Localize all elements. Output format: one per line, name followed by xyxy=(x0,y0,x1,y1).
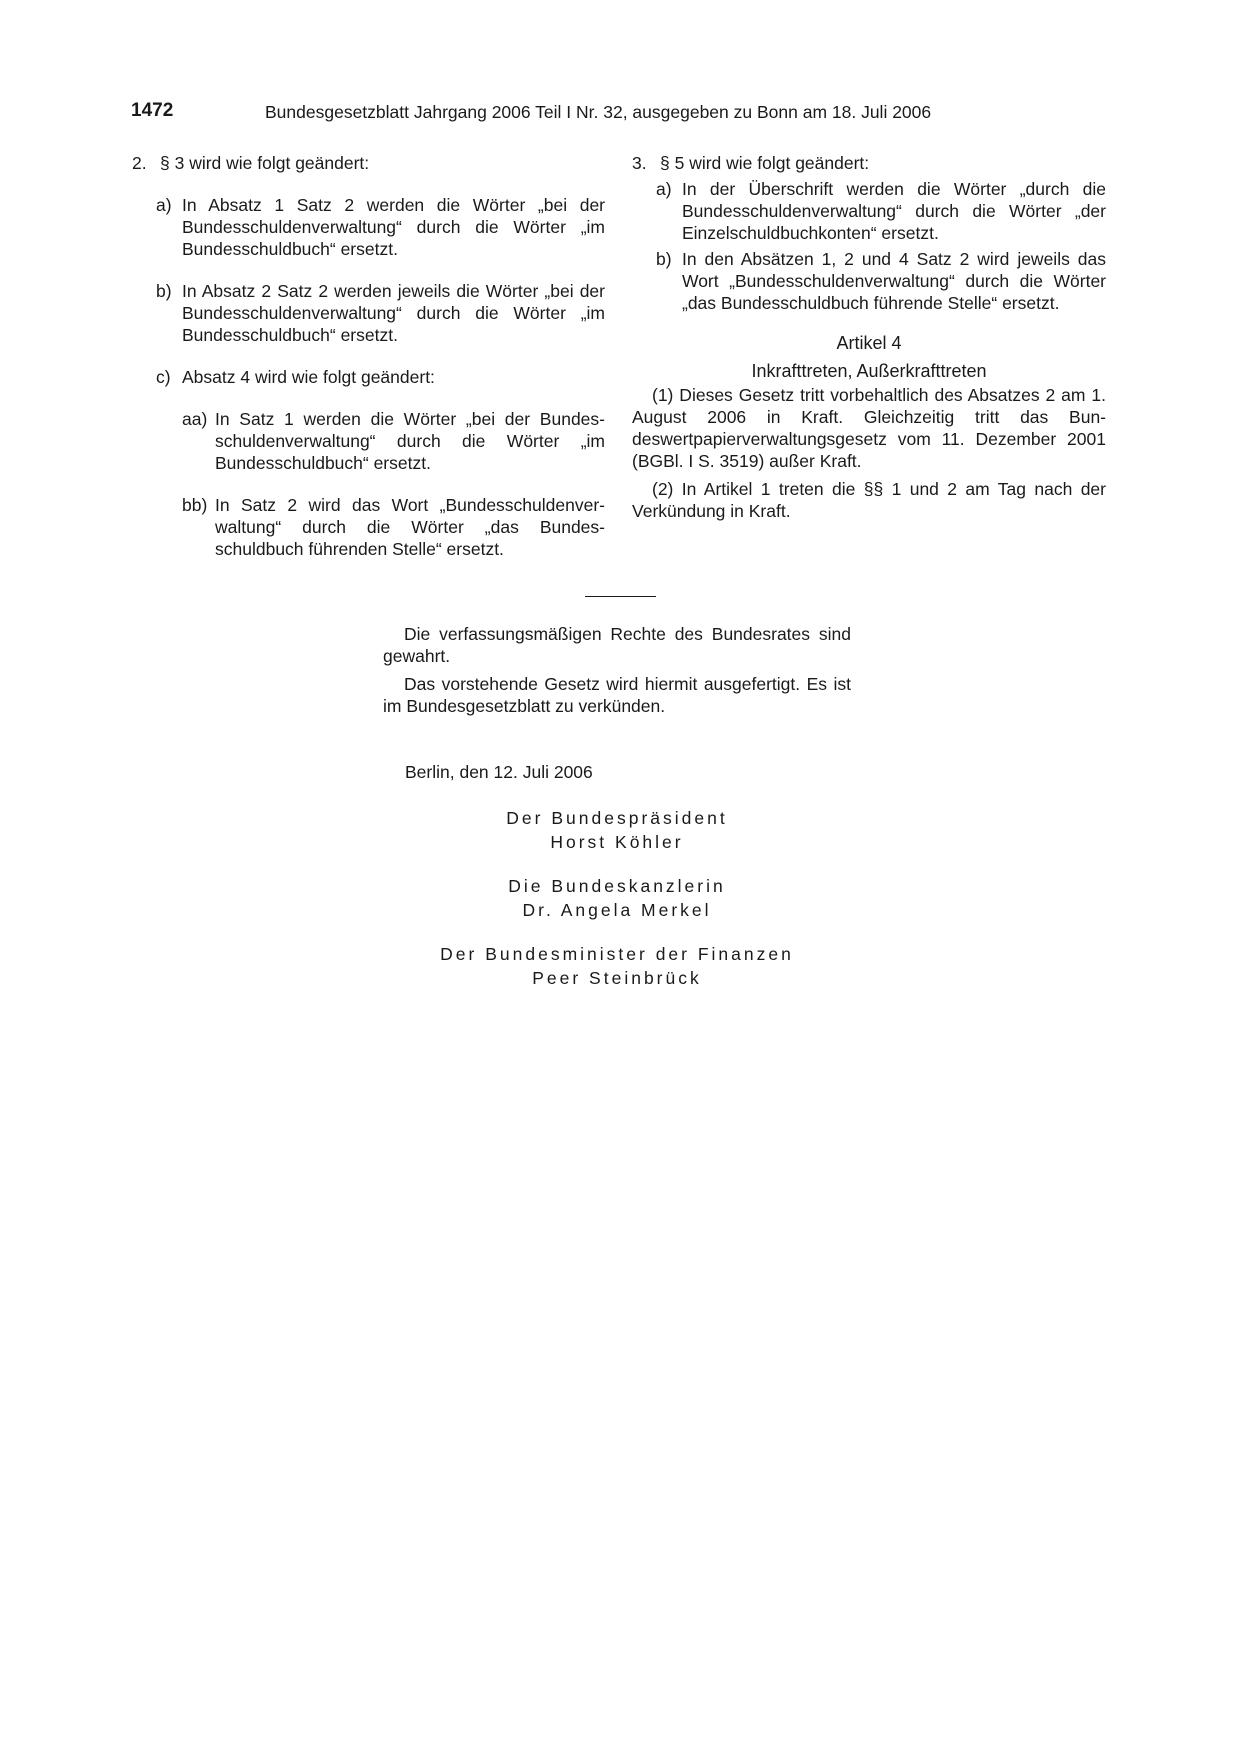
sub-item-text: In der Überschrift werden die Wörter „durch die Bundesschuldenverwaltung“ durch die Wörter „der Einzelschuldbuchkonten“ ersetzt. xyxy=(682,179,1106,243)
sub-item-text: In Absatz 2 Satz 2 werden jeweils die Wörter „bei der Bundesschuldenverwaltung“ durch die Wörter „im Bundesschuldbuch“ ersetzt. xyxy=(182,281,605,345)
place-date: Berlin, den 12. Juli 2006 xyxy=(405,762,593,782)
running-header: Bundesgesetzblatt Jahrgang 2006 Teil I Nr. 32, ausgegeben zu Bonn am 18. Juli 2006 xyxy=(265,102,932,122)
sub-item-text: Absatz 4 wird wie folgt geändert: xyxy=(182,367,435,387)
signatory-office: Die Bundeskanzlerin xyxy=(508,876,726,896)
sub-sub-item-aa xyxy=(182,408,605,474)
sub-item-label: b) xyxy=(656,249,672,269)
right-column xyxy=(632,152,1106,522)
signatory-name: Horst Köhler xyxy=(550,832,684,852)
signatory-office: Der Bundespräsident xyxy=(506,808,728,828)
item-text: § 3 wird wie folgt geändert: xyxy=(160,153,370,173)
sub-item-text: In Absatz 1 Satz 2 werden die Wörter „bei der Bundesschuldenverwaltung“ durch die Wörter „im Bundesschuldbuch“ ersetzt. xyxy=(182,195,605,259)
sub-item-b xyxy=(656,248,1106,314)
signature-block xyxy=(383,806,851,854)
signatory-name: Dr. Angela Merkel xyxy=(522,900,712,920)
signatory-office: Der Bundesminister der Finanzen xyxy=(440,944,794,964)
closing-paragraph-2: Das vorstehende Gesetz wird hiermit ausgefertigt. Es ist im Bundesgesetzblatt zu verkünden. xyxy=(383,674,851,716)
section-divider xyxy=(585,596,656,597)
sub-item-a xyxy=(656,178,1106,244)
closing-formula xyxy=(383,623,851,717)
sub-item-label: a) xyxy=(656,179,672,199)
item-label: 3. xyxy=(632,153,647,173)
sub-item-label: b) xyxy=(156,281,172,301)
sub-sub-item-label: aa) xyxy=(182,409,208,429)
sub-sub-item-bb xyxy=(182,494,605,560)
sub-item-label: c) xyxy=(156,367,171,387)
article-subtitle: Inkrafttreten, Außerkrafttreten xyxy=(751,361,987,381)
sub-sub-item-text: In Satz 2 wird das Wort „Bundesschuldenverwaltung“ durch die Wörter „das Bundesschuldbuch führenden Stelle“ ersetzt. xyxy=(215,495,605,559)
signatory-name: Peer Steinbrück xyxy=(532,968,702,988)
sub-item-b xyxy=(156,280,605,346)
sub-sub-item-label: bb) xyxy=(182,495,208,515)
amendment-item-2 xyxy=(132,152,605,174)
left-column xyxy=(132,152,605,560)
sub-sub-item-text: In Satz 1 werden die Wörter „bei der Bundesschuldenverwaltung“ durch die Wörter „im Bundesschuldbuch“ ersetzt. xyxy=(215,409,605,473)
article-paragraph-1: (1) Dieses Gesetz tritt vorbehaltlich des Absatzes 2 am 1. August 2006 in Kraft. Gleichzeitig tritt das Bundeswertpapierverwaltungsgesetz vom 11. Dezember 2001 (BGBl. I S. 3519) außer Kraft. xyxy=(632,385,1106,471)
page-number: 1472 xyxy=(131,100,174,121)
signature-block xyxy=(383,942,851,990)
sub-item-label: a) xyxy=(156,195,172,215)
item-label: 2. xyxy=(132,153,147,173)
item-text: § 5 wird wie folgt geändert: xyxy=(660,153,870,173)
article-title: Artikel 4 xyxy=(836,333,902,353)
signature-block xyxy=(383,874,851,922)
sub-item-c xyxy=(156,366,605,388)
article-paragraph-2: (2) In Artikel 1 treten die §§ 1 und 2 am Tag nach der Verkündung in Kraft. xyxy=(632,479,1106,521)
amendment-item-3 xyxy=(632,152,1106,174)
sub-item-text: In den Absätzen 1, 2 und 4 Satz 2 wird jeweils das Wort „Bundesschuldenverwaltung“ durch die Wörter „das Bundesschuldbuch führende Stelle“ ersetzt. xyxy=(682,249,1106,313)
sub-item-a xyxy=(156,194,605,260)
closing-paragraph-1: Die verfassungsmäßigen Rechte des Bundesrates sind gewahrt. xyxy=(383,624,851,666)
